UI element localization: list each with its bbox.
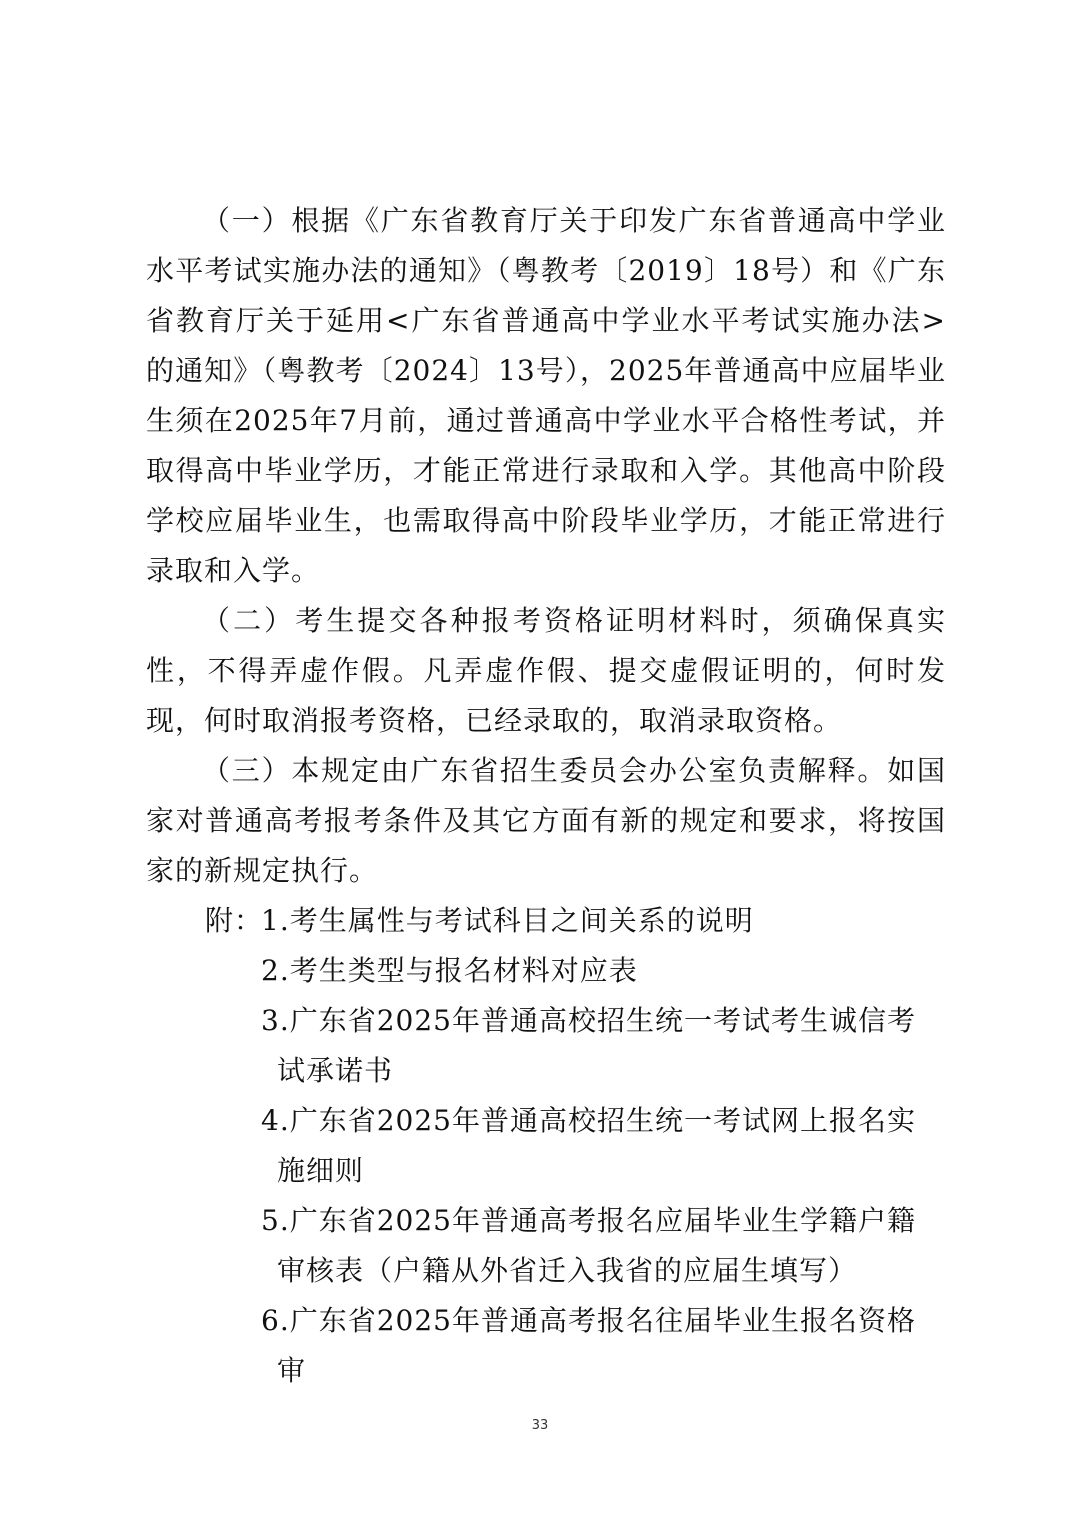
attachment-item: 1.考生属性与考试科目之间关系的说明: [261, 904, 754, 937]
attachment-item: 3.广东省2025年普通高校招生统一考试考生诚信考试承诺书: [261, 1004, 916, 1087]
body-text: [146, 196, 946, 896]
paragraph-2: （二）考生提交各种报考资格证明材料时，须确保真实性，不得弄虚作假。凡弄虚作假、提交虚假证明的，何时发现，何时取消报考资格，已经录取的，取消录取资格。: [146, 604, 946, 737]
attachments-list: [261, 896, 941, 1396]
page-number: 33: [531, 1418, 549, 1433]
attachment-item: 6.广东省2025年普通高考报名往届毕业生报名资格审: [261, 1304, 916, 1387]
attachment-item: 4.广东省2025年普通高校招生统一考试网上报名实施细则: [261, 1104, 916, 1187]
paragraph-3: （三）本规定由广东省招生委员会办公室负责解释。如国家对普通高考报考条件及其它方面有新的规定和要求，将按国家的新规定执行。: [146, 754, 946, 887]
attachments-label: 附：: [205, 904, 264, 937]
attachment-item: 2.考生类型与报名材料对应表: [261, 954, 638, 987]
paragraph-1: （一）根据《广东省教育厅关于印发广东省普通高中学业水平考试实施办法的通知》（粤教考〔2019〕18号）和《广东省教育厅关于延用<广东省普通高中学业水平考试实施办法>的通知》（粤教考〔2024〕13号），2025年普通高中应届毕业生须在2025年7月前，通过普通高中学业水平合格性考试，并取得高中毕业学历，才能正常进行录取和入学。其他高中阶段学校应届毕业生，也需取得高中阶段毕业学历，才能正常进行录取和入学。: [146, 204, 946, 587]
attachment-item: 5.广东省2025年普通高考报名应届毕业生学籍户籍审核表（户籍从外省迁入我省的应届生填写）: [261, 1204, 916, 1287]
